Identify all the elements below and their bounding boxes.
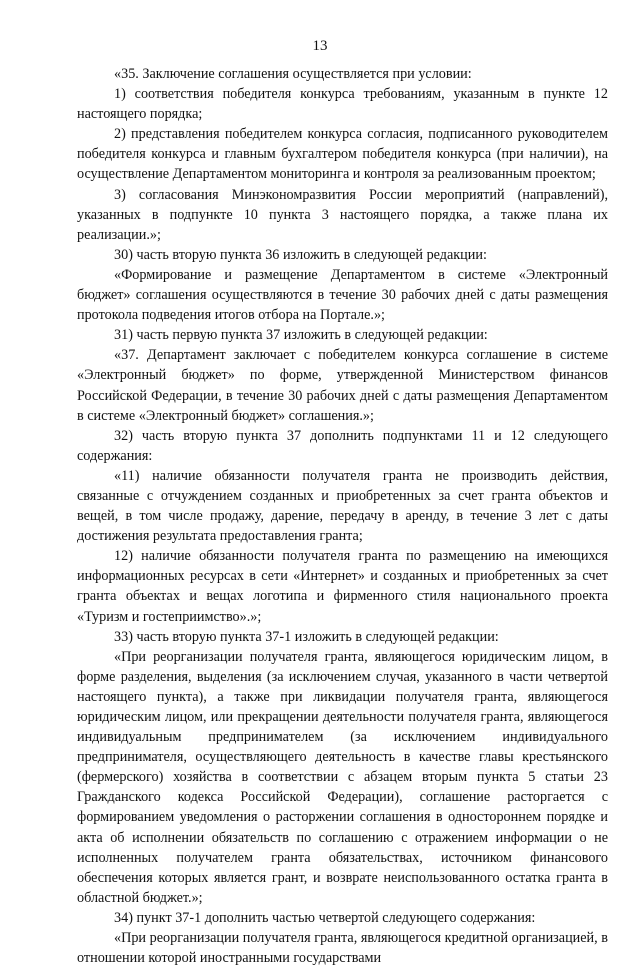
- paragraph-amendment-31: 31) часть первую пункта 37 изложить в следующей редакции:: [114, 327, 488, 344]
- paragraph-subclause-12: 12) наличие обязанности получателя гранта по размещению на имеющихся информационных ресурсах в сети «Интернет» и созданных и приобретенных за счет гранта объектах и вещах логотипа и фирменного стиля национального проекта «Туризм и гостеприимство».»;: [77, 548, 608, 625]
- paragraph-condition-2: 2) представления победителем конкурса согласия, подписанного руководителем победителя конкурса и главным бухгалтером победителя конкурса (при наличии), на осуществление Департаментом мониторинга и контроля за реализованным проектом;: [77, 126, 608, 183]
- paragraph-amendment-34-text: «При реорганизации получателя гранта, являющегося кредитной организацией, в отношении которой иностранными государствами: [77, 930, 608, 967]
- paragraph-amendment-30: 30) часть вторую пункта 36 изложить в следующей редакции:: [114, 246, 487, 263]
- paragraph-subclause-11: «11) наличие обязанности получателя гранта не производить действия, связанные с отчуждением созданных и приобретенных за счет гранта объектов и вещей, в том числе продажу, дарение, передачу в аренду, в течение 3 лет с даты достижения результата предоставления гранта;: [77, 467, 608, 545]
- paragraph-amendment-33: 33) часть вторую пункта 37-1 изложить в следующей редакции:: [114, 628, 499, 645]
- paragraph-condition-1: 1) соответствия победителя конкурса требованиям, указанным в пункте 12 настоящего порядка;: [77, 86, 608, 123]
- paragraph-condition-3: 3) согласования Минэкономразвития России мероприятий (направлений), указанных в подпункте 10 пункта 3 настоящего порядка, а также плана их реализации.»;: [77, 186, 608, 243]
- paragraph-amendment-30-text: «Формирование и размещение Департаментом в системе «Электронный бюджет» соглашения осуществляются в течение 30 рабочих дней с даты размещения протокола подведения итогов отбора на Портале.»;: [77, 266, 608, 324]
- paragraph-amendment-32: 32) часть вторую пункта 37 дополнить подпунктами 11 и 12 следующего содержания:: [77, 427, 608, 464]
- page-number: 13: [312, 38, 328, 54]
- paragraph-clause-35: «35. Заключение соглашения осуществляется при условии:: [114, 66, 472, 82]
- document-body: [77, 64, 608, 968]
- paragraph-amendment-33-text: «При реорганизации получателя гранта, являющегося юридическим лицом, в форме разделения, выделения (за исключением случая, указанного в части четвертой настоящего пункта), а также при ликвидации получателя гранта, являющегося юридическим лицом, или прекращении деятельности получателя гранта, являющегося индивидуальным предпринимателем (за исключением индивидуального предпринимателя, осуществляющего деятельность в качестве главы крестьянского (фермерского) хозяйства в соответствии с абзацем вторым пункта 5 статьи 23 Гражданского кодекса Российской Федерации), соглашение расторгается с формированием уведомления о расторжении соглашения в одностороннем порядке и акта об исполнении обязательств по соглашению с отражением информации о не исполненных получателем гранта обязательствах, источником финансового обеспечения которых является грант, и возврате неиспользованного остатка гранта в областной бюджет.»;: [77, 648, 608, 906]
- paragraph-amendment-34: 34) пункт 37-1 дополнить частью четвертой следующего содержания:: [114, 909, 536, 926]
- paragraph-amendment-31-text: «37. Департамент заключает с победителем конкурса соглашение в системе «Электронный бюджет» по форме, утвержденной Министерством финансов Российской Федерации, в течение 30 рабочих дней с даты размещения Департаментом в системе «Электронный бюджет» соглашения.»;: [77, 347, 608, 424]
